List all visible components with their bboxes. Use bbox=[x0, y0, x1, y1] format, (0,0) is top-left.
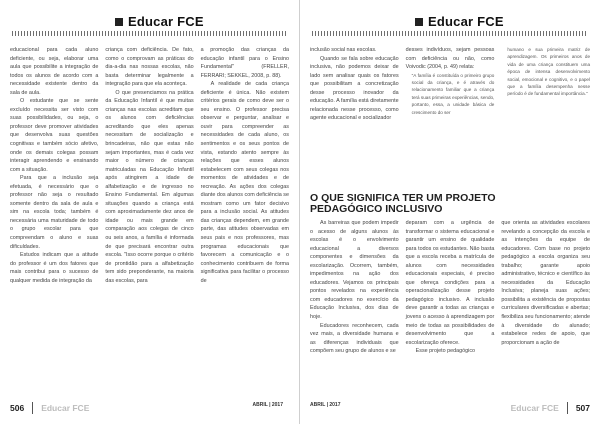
text-column-2 bbox=[406, 46, 495, 186]
page-footer-date bbox=[253, 402, 284, 408]
paragraph: criança com deficiência. De fato, como o comprovam as práticas do dia-a-dia nas nossas escolas, não basta determinar legalmente a integração para que ela aconteça. bbox=[105, 47, 194, 88]
paragraph: educacional para cada aluno deficiente, ou seja, elaborar uma aula que possibilite a integração de todos os alunos de acordo com a necessidade existente dentro da sala de aula. bbox=[10, 47, 99, 96]
paragraph: Para que a inclusão seja efetuada, é necessário que o professor não seja o resultado somente dentro da sala de aula e sim na escola toda; também é necessária uma maturidade de todo o grupo escolar para que compreendam o aluno e suas dificuldades. bbox=[10, 175, 99, 250]
footer-divider bbox=[567, 402, 568, 414]
paragraph: que orienta as atividades escolares revelando a concepção da escola e as intenções da equipe de educadores. Com base no projeto pedagógico a escola organiza seu trabalho; garante apoio administrativo, técnico e científico às necessidades da Educação Inclusiva; planeja suas ações; possibilita a existência de propostas curriculares diversificadas e abertas; flexibiliza seu funcionamento; atende à diversidade do alunado; estabelece redes de apoio, que proporcionam a ação de bbox=[501, 220, 591, 346]
page-footer-date bbox=[310, 402, 341, 408]
heading-line: PEDAGÓGICO INCLUSIVO bbox=[310, 202, 443, 215]
paragraph: desses indivíduos, sejam pessoas com deficiência ou não, como Voivodic (2004, p. 49) relata: bbox=[405, 47, 495, 71]
issue-date: ABRIL | 2017 bbox=[252, 402, 283, 408]
paragraph: a promoção das crianças da educação infantil para o Ensino Fundamental" (FRELLER, FERRARI; SEKKEL, 2008, p. 88). bbox=[200, 47, 289, 79]
paragraph: Esse projeto pedagógico bbox=[415, 348, 476, 355]
paragraph: A realidade de cada criança deficiente é única. Não existem critérios gerais de como deve ser o seu ensino. O professor precisa observar e perguntar, analisar e ouvir para compreender as necessidades de cada aluno, os sentimentos e os seus pontos de vista, estando atento sempre às relações que esses alunos estabelecem com seus colegas nos momentos de atividades e de recreação. As ações dos colegas diante dos alunos com deficiência se mostram como um fator decisivo para a inclusão social. As atitudes das crianças dependem, em grande parte, das atitudes observadas em seus pais e nos professores, mas programas educacionais que favorecem a comunicação e o conhecimento contribuem de forma significativa para facilitar o processo de bbox=[200, 81, 289, 284]
footer-divider bbox=[32, 402, 33, 414]
text-column-1 bbox=[10, 46, 98, 386]
page-header bbox=[415, 14, 504, 29]
page-footer-left bbox=[10, 402, 89, 414]
page-header bbox=[115, 14, 204, 29]
footer-magazine-name: Educar FCE bbox=[510, 403, 559, 413]
text-column-1 bbox=[310, 219, 399, 386]
magazine-title: Educar FCE bbox=[428, 14, 504, 29]
paragraph: O estudante que se sente excluído necessita ser visto com suas possibilidades, ou seja, o professor deve promover atividades que desenvolva suas questões cognitivas e também sócio afetivo, onde os demais colegas possam interagir aprendendo e ensinando com a situação. bbox=[10, 98, 99, 173]
page-number: 506 bbox=[10, 403, 25, 413]
block-quote: "A família é constituída o primeiro grupo social da criança, e é através do relacionamento familiar que a criança terá suas primeiras experiências, sendo, portanto, essa, a unidade básica de crescimento do ser bbox=[411, 72, 495, 115]
text-columns-top bbox=[310, 46, 590, 186]
issue-date: ABRIL | 2017 bbox=[310, 402, 341, 408]
page-footer-right bbox=[511, 402, 590, 414]
square-bullet-icon bbox=[115, 18, 123, 26]
text-columns bbox=[10, 46, 289, 386]
paragraph: O que presenciamos na prática da Educação Infantil é que muitas crianças nas escolas acreditam que os alunos com deficiências acreditando que eles apenas necessitam de socialização e brincadeiras, não que estas não sejam importantes, mas é cada vez maior o número de crianças matriculadas na Educação Infantil após atingirem a idade de alfabetização e de ingresso no Ensino Fundamental. Em algumas situações quando a criança está com aproximadamente dez anos de idade ou mais grande em comparação aos colegas de cinco ou seis anos, a família é informada de que precisará encontrar outra escola. "Isso ocorre porque o critério de prontidão para a alfabetização tem sido preponderante, na maioria das escolas, para bbox=[105, 89, 194, 284]
paragraph: deparam com a urgência de transformar o sistema educacional e garantir um ensino de qualidade para todos os estudantes. Não basta que a escola receba a matrícula de alunos com necessidades educacionais especiais, é preciso que ofereça condições para a operacionalização desse projeto pedagógico inclusivo. A inclusão deve garantir a todas as crianças e jovens o acesso à aprendizagem por meio de todas as possibilidades de desenvolvimento que a escolarização oferece. bbox=[405, 220, 495, 346]
text-column-3 bbox=[501, 219, 590, 386]
paragraph: Educadores reconhecem, cada vez mais, a diversidade humana e as diferenças individuais que compõem seu grupo de alunos e se bbox=[310, 322, 399, 355]
footer-magazine-name: Educar FCE bbox=[41, 403, 90, 413]
paragraph: Estudos indicam que a atitude do professor é um dos fatores que mais contribui para o sucesso de qualquer medida de integração da bbox=[10, 252, 99, 284]
header-stripe bbox=[12, 31, 287, 36]
square-bullet-icon bbox=[415, 18, 423, 26]
paragraph: As barreiras que podem impedir o acesso de alguns alunos às escolas é o envolvimento educacional a diversos componentes e dimensões da escolarização. Ocorrem, também, impedimentos na ação dos educadores. Vejamos os principais pontos revelados na experiência com educadores no exercício da Educação Inclusiva, dos dias de hoje. bbox=[310, 220, 399, 321]
block-quote: humano e sua primeira matriz de aprendizagem. Os primeiros anos de vida de uma criança constituem uma época de intensa desenvolvimento social, emocional e cognitivo, e o papel que a família desempenha nesse período é de fundamental importância." bbox=[507, 47, 591, 97]
text-column-2 bbox=[406, 219, 495, 386]
section-heading bbox=[310, 193, 590, 214]
text-columns-bottom bbox=[310, 219, 590, 386]
paragraph: inclusão social nas escolas. bbox=[310, 47, 377, 53]
text-column-2 bbox=[105, 46, 193, 386]
page-number: 507 bbox=[575, 403, 590, 413]
text-column-3 bbox=[501, 46, 590, 186]
text-column-1 bbox=[310, 46, 399, 186]
header-stripe bbox=[312, 31, 588, 36]
right-page bbox=[300, 0, 600, 424]
heading-line: O QUE SIGNIFICA TER UM PROJETO bbox=[310, 192, 496, 204]
magazine-title: Educar FCE bbox=[128, 14, 204, 29]
paragraph: Quando se fala sobre educação inclusiva, não podemos deixar de lado sem analisar quais os fatores que possibilitam a concretização desse processo inovador da educação. A família está diretamente relacionada nesse processo, como agente educacional e socializador bbox=[310, 55, 399, 122]
text-column-3 bbox=[201, 46, 289, 386]
